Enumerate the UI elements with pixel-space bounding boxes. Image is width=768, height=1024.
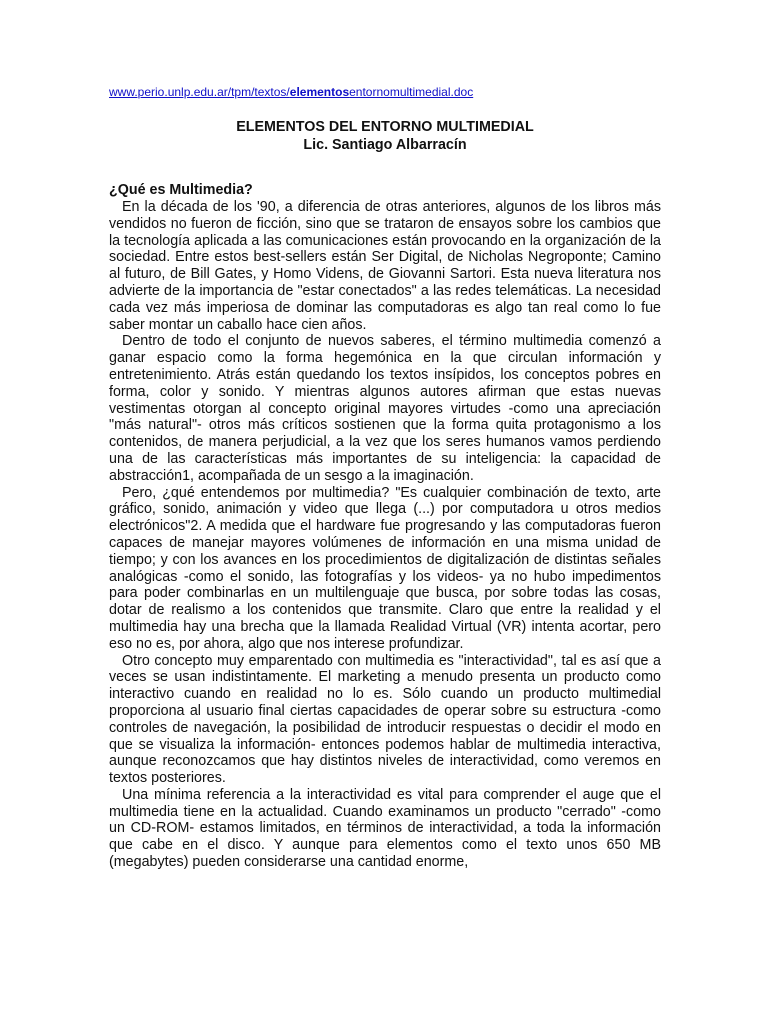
title-block	[109, 118, 661, 154]
paragraph: Otro concepto muy emparentado con multimedia es "interactividad", tal es así que a veces se usan indistintamente. El marketing a menudo presenta un producto como interactivo cuando en realidad no lo es. Sólo cuando un producto multimedial proporciona al usuario final ciertas capacidades de operar sobre su estructura -como controles de navegación, la posibilidad de introducir respuestas o decidir el modo en que se visualiza la información- entonces podemos hablar de multimedia interactiva, aunque reconozcamos que hay distintos niveles de interactividad, como veremos en textos posteriores.	[109, 652, 661, 787]
source-url-link[interactable]	[109, 84, 661, 100]
paragraph: Dentro de todo el conjunto de nuevos saberes, el término multimedia comenzó a ganar espacio como la forma hegemónica en la que circulan información y entretenimiento. Atrás están quedando los textos insípidos, los conceptos pobres en forma, color y sonido. Y mientras algunos autores afirman que estas nuevas vestimentas otorgan al concepto original mayores virtudes -como una apreciación "más natural"- otros más críticos sostienen que la forma quita protagonismo a los contenidos, de manera perjudicial, a la vez que los seres humanos vamos perdiendo una de las características más importantes de su inteligencia: la capacidad de abstracción1, acompañada de un sesgo a la imaginación.	[109, 333, 661, 484]
url-bold-part: elementos	[289, 85, 350, 99]
url-prefix: www.perio.unlp.edu.ar/tpm/textos/	[109, 85, 290, 99]
url-suffix: entornomultimedial.doc	[349, 85, 474, 99]
document-page	[109, 84, 661, 871]
section-heading: ¿Qué es Multimedia?	[109, 182, 253, 198]
document-title: ELEMENTOS DEL ENTORNO MULTIMEDIAL	[236, 119, 534, 135]
paragraph: Pero, ¿qué entendemos por multimedia? "Es cualquier combinación de texto, arte gráfico, sonido, animación y video que llega (...) por computadora u otros medios electrónicos"2. A medida que el hardware fue progresando y las computadoras fueron capaces de manejar mayores volúmenes de información en una misma unidad de tiempo; y con los avances en los procedimientos de digitalización de distintas señales analógicas -como el sonido, las fotografías y los videos- ya no hubo impedimentos para poder combinarlas en un multilenguaje que busca, por sobre todas las cosas, dotar de realismo a los contenidos que transmite. Claro que entre la realidad y el multimedia hay una brecha que la llamada Realidad Virtual (VR) intenta acortar, pero eso no es, por ahora, algo que nos interese profundizar.	[109, 484, 661, 652]
paragraph: Una mínima referencia a la interactividad es vital para comprender el auge que el multimedia tiene en la actualidad. Cuando examinamos un producto "cerrado" -como un CD-ROM- estamos limitados, en términos de interactividad, a toda la información que cabe en el disco. Y aunque para elementos como el texto unos 650 MB (megabytes) pueden considerarse una cantidad enorme,	[109, 786, 661, 871]
document-author: Lic. Santiago Albarracín	[303, 137, 467, 153]
paragraph: En la década de los '90, a diferencia de otras anteriores, algunos de los libros más vendidos no fueron de ficción, sino que se trataron de ensayos sobre los cambios que la tecnología aplicada a las comunicaciones están provocando en la organización de la sociedad. Entre estos best-sellers están Ser Digital, de Nicholas Negroponte; Camino al futuro, de Bill Gates, y Homo Videns, de Giovanni Sartori. Esta nueva literatura nos advierte de la importancia de "estar conectados" a las redes telemáticas. La necesidad cada vez más imperiosa de dominar las computadoras es algo tan real como lo fue saber montar un caballo hace cien años.	[109, 199, 661, 333]
